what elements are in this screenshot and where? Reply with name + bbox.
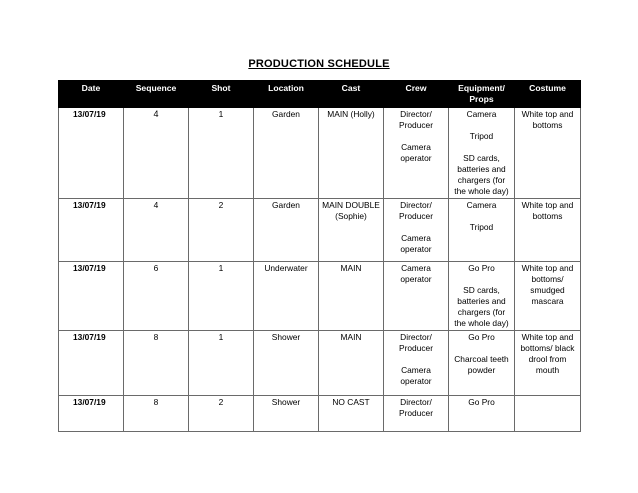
column-header-date: Date <box>59 81 124 108</box>
equipment-line: Camera <box>466 109 497 119</box>
column-header-location: Location <box>254 81 319 108</box>
cell-sequence: 4 <box>124 108 189 199</box>
cell-sequence: 8 <box>124 331 189 396</box>
cell-date: 13/07/19 <box>59 396 124 432</box>
cast-line: MAIN DOUBLE (Sophie) <box>322 200 380 221</box>
costume-line: White top and bottoms/ black drool from mouth <box>520 332 575 375</box>
cell-costume <box>515 331 581 396</box>
table-row <box>59 396 581 432</box>
cell-costume <box>515 396 581 432</box>
cell-equipment <box>449 199 515 262</box>
cell-shot: 1 <box>189 108 254 199</box>
cell-shot: 2 <box>189 396 254 432</box>
cell-crew <box>384 331 449 396</box>
equipment-line: Camera <box>466 200 497 210</box>
cell-sequence: 6 <box>124 262 189 331</box>
cell-equipment <box>449 108 515 199</box>
costume-line: White top and bottoms <box>521 200 574 221</box>
equipment-line: Tripod <box>469 222 494 232</box>
cell-cast <box>319 396 384 432</box>
equipment-line: Charcoal teeth powder <box>454 354 509 375</box>
cell-cast <box>319 108 384 199</box>
crew-line: Director/ Producer <box>399 397 433 418</box>
column-header-costume: Costume <box>515 81 581 108</box>
equipment-line: SD cards, batteries and chargers (for the whole day) <box>454 285 509 328</box>
cell-equipment <box>449 331 515 396</box>
page-title: PRODUCTION SCHEDULE <box>248 58 390 70</box>
costume-line: White top and bottoms/ smudged mascara <box>521 263 574 306</box>
cell-equipment <box>449 396 515 432</box>
column-header-crew: Crew <box>384 81 449 108</box>
equipment-line: SD cards, batteries and chargers (for the whole day) <box>454 153 509 196</box>
cell-crew <box>384 199 449 262</box>
table-row <box>59 108 581 199</box>
cast-line: MAIN <box>340 332 362 342</box>
crew-line: Director/ Producer <box>399 200 433 221</box>
cell-date: 13/07/19 <box>59 108 124 199</box>
costume-line: White top and bottoms <box>521 109 574 130</box>
equipment-line: Go Pro <box>468 397 495 407</box>
crew-line: Camera operator <box>400 263 432 284</box>
crew-line: Director/ Producer <box>399 109 433 130</box>
cell-costume <box>515 262 581 331</box>
cell-date: 13/07/19 <box>59 331 124 396</box>
cell-shot: 2 <box>189 199 254 262</box>
cell-date: 13/07/19 <box>59 199 124 262</box>
equipment-line: Go Pro <box>468 332 495 342</box>
crew-line: Camera operator <box>400 233 432 254</box>
table-row <box>59 331 581 396</box>
production-schedule-table <box>58 80 581 432</box>
cast-line: NO CAST <box>332 397 370 407</box>
cell-costume <box>515 108 581 199</box>
column-header-equipment: Equipment/ Props <box>449 81 515 108</box>
cell-location: Underwater <box>254 262 319 331</box>
cell-date: 13/07/19 <box>59 262 124 331</box>
cell-crew <box>384 396 449 432</box>
column-header-sequence: Sequence <box>124 81 189 108</box>
table-row <box>59 199 581 262</box>
cell-location: Shower <box>254 396 319 432</box>
cell-location: Garden <box>254 108 319 199</box>
cell-sequence: 4 <box>124 199 189 262</box>
equipment-line: Tripod <box>469 131 494 141</box>
column-header-shot: Shot <box>189 81 254 108</box>
cell-sequence: 8 <box>124 396 189 432</box>
table-row <box>59 262 581 331</box>
crew-line: Camera operator <box>400 142 432 163</box>
column-header-cast: Cast <box>319 81 384 108</box>
cast-line: MAIN (Holly) <box>327 109 375 119</box>
cell-cast <box>319 331 384 396</box>
cell-location: Garden <box>254 199 319 262</box>
cell-crew <box>384 262 449 331</box>
cell-costume <box>515 199 581 262</box>
cell-cast <box>319 262 384 331</box>
cell-equipment <box>449 262 515 331</box>
cell-shot: 1 <box>189 262 254 331</box>
cell-shot: 1 <box>189 331 254 396</box>
cast-line: MAIN <box>340 263 362 273</box>
crew-line: Director/ Producer <box>399 332 433 353</box>
crew-line: Camera operator <box>400 365 432 386</box>
equipment-line: Go Pro <box>468 263 495 273</box>
header-row <box>59 81 581 108</box>
cell-cast <box>319 199 384 262</box>
cell-location: Shower <box>254 331 319 396</box>
cell-crew <box>384 108 449 199</box>
